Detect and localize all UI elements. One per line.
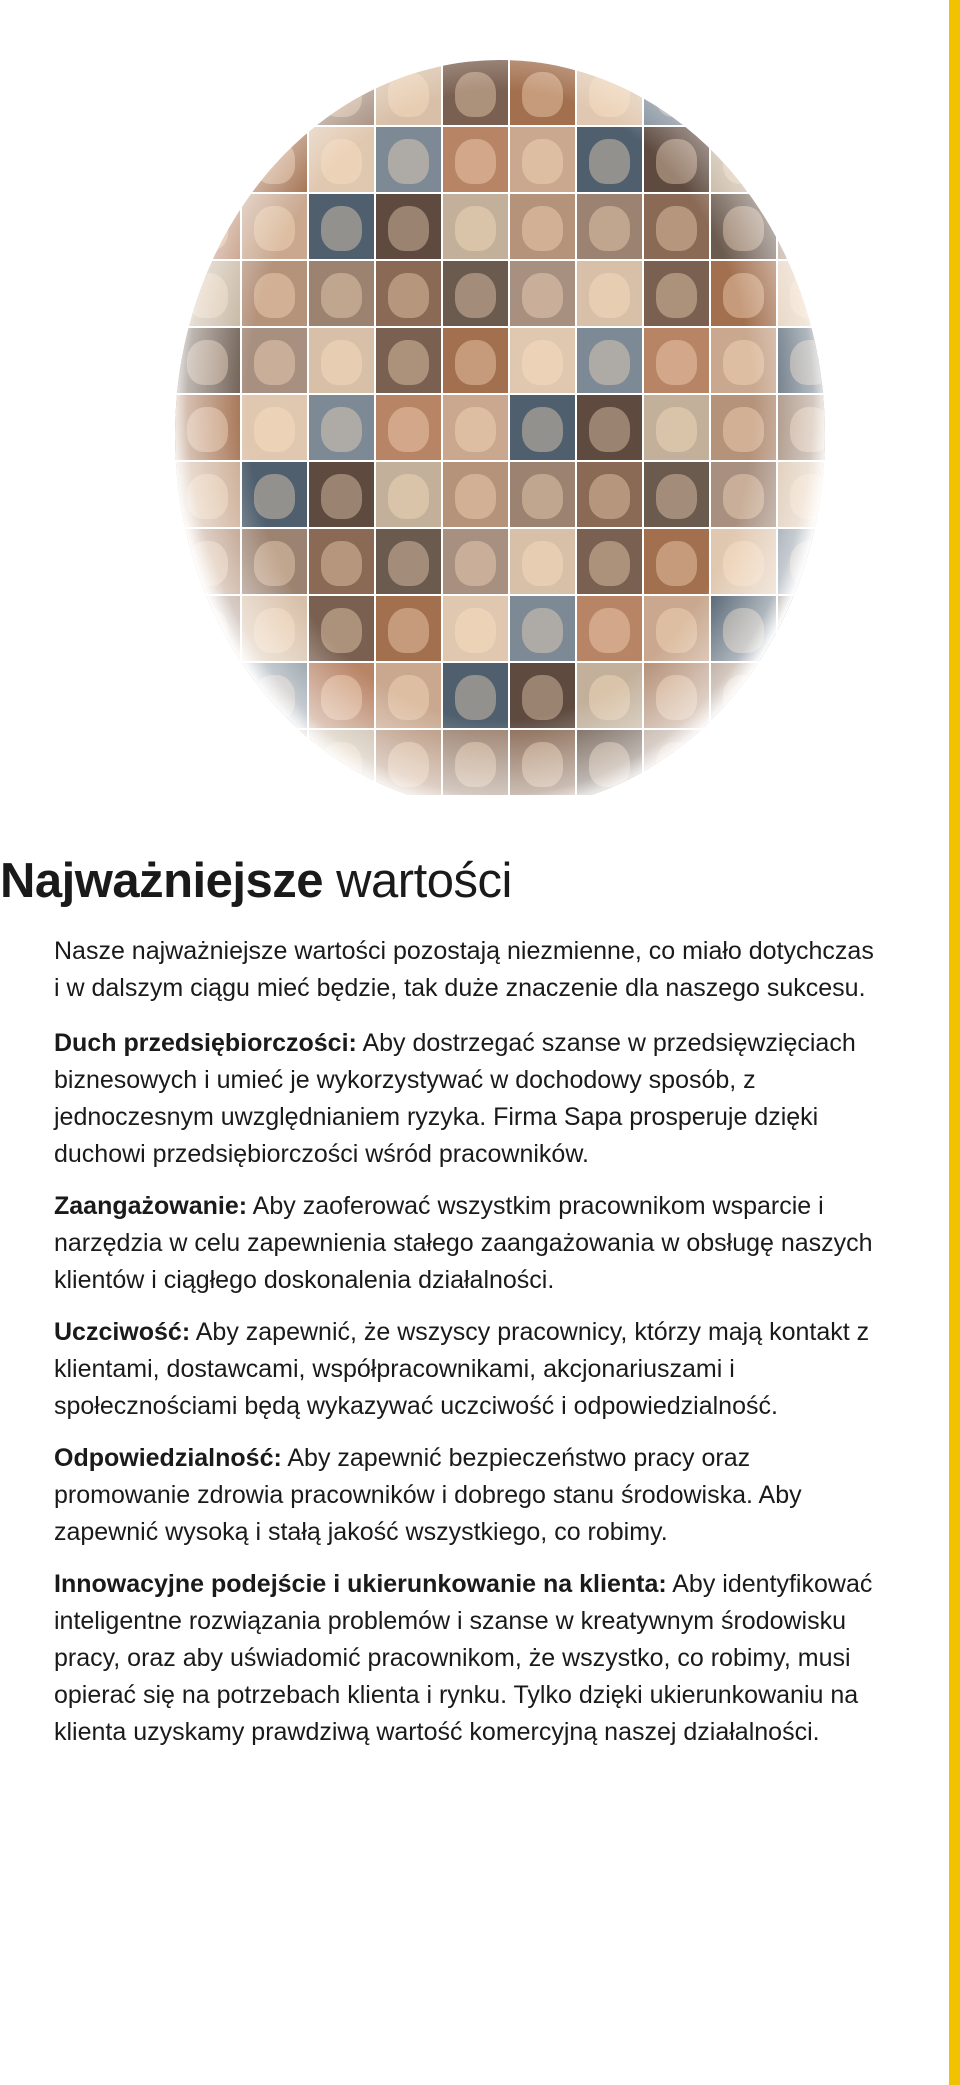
portrait-photo [443,194,508,259]
value-text: Aby zapewnić bezpieczeństwo pracy oraz promowanie zdrowia pracowników i dobrego stanu środowiska. Aby zapewnić wysoką i stałą jakość wszystkiego, co robimy. [54,1444,802,1546]
portrait-photo [376,596,441,661]
value-paragraph-integrity [54,1314,874,1425]
portrait-photo [711,127,776,192]
value-text: Aby identyfikować inteligentne rozwiązania problemów i szanse w kreatywnym środowisku pracy, oraz aby uświadomić pracownikom, że wszystko, co robimy, musi opierać się na potrzebach klienta i rynku. Tylko dzięki ukierunkowaniu na klienta uzyskamy prawdziwą wartość komercyjną naszej działalności. [54,1570,873,1746]
portrait-photo [711,730,776,795]
portrait-photo [577,596,642,661]
portrait-photo [443,596,508,661]
portrait-photo [577,730,642,795]
portrait-photo [778,261,825,326]
portrait-photo [711,596,776,661]
portrait-photo [309,529,374,594]
value-term: Odpowiedzialność: [54,1444,282,1472]
portrait-photo [443,127,508,192]
portrait-photo [510,395,575,460]
portrait-photo [778,730,825,795]
portrait-photo [242,194,307,259]
portrait-photo [711,261,776,326]
value-paragraph-responsibility [54,1440,874,1551]
portrait-photo [443,730,508,795]
portrait-photo [242,730,307,795]
portrait-photo [577,194,642,259]
portrait-photo [510,596,575,661]
portrait-photo [175,663,240,728]
portrait-photo [510,529,575,594]
value-paragraph-innovation [54,1566,874,1751]
portrait-photo [175,529,240,594]
photo-grid [175,60,825,810]
accent-bar [949,0,960,2085]
portrait-photo [376,730,441,795]
portrait-photo [309,127,374,192]
portrait-photo [309,596,374,661]
portrait-photo [577,127,642,192]
page-title [0,852,512,910]
portrait-photo [309,730,374,795]
portrait-photo [309,194,374,259]
portrait-photo [175,127,240,192]
portrait-photo [309,328,374,393]
portrait-photo [175,730,240,795]
portrait-photo [242,60,307,125]
portrait-photo [577,663,642,728]
portrait-photo [443,462,508,527]
portrait-photo [644,596,709,661]
portrait-photo [778,596,825,661]
portrait-photo [644,529,709,594]
portrait-photo [175,261,240,326]
portrait-photo [644,328,709,393]
portrait-photo [510,328,575,393]
portrait-photo [175,328,240,393]
portrait-photo [242,529,307,594]
portrait-photo [711,529,776,594]
portrait-photo [711,60,776,125]
portrait-photo [510,261,575,326]
portrait-photo [175,194,240,259]
portrait-photo [711,194,776,259]
portrait-photo [644,395,709,460]
portrait-photo [644,261,709,326]
portrait-photo [778,328,825,393]
portrait-photo [175,60,240,125]
portrait-photo [376,60,441,125]
portrait-photo [309,462,374,527]
portrait-photo [242,328,307,393]
portrait-photo [443,395,508,460]
portrait-photo [644,60,709,125]
value-term: Innowacyjne podejście i ukierunkowanie na klienta: [54,1570,667,1598]
portrait-photo [711,328,776,393]
portrait-photo [711,663,776,728]
portrait-photo [711,395,776,460]
portrait-photo [778,60,825,125]
value-text: Aby zaoferować wszystkim pracownikom wsparcie i narzędzia w celu zapewnienia stałego zaangażowania w obsługę naszych klientów i ciągłego doskonalenia działalności. [54,1192,873,1294]
portrait-photo [376,194,441,259]
portrait-photo [778,529,825,594]
value-paragraph-entrepreneurship [54,1025,874,1173]
portrait-photo [376,328,441,393]
value-term: Duch przedsiębiorczości: [54,1029,357,1057]
intro-paragraph: Nasze najważniejsze wartości pozostają niezmienne, co miało dotychczas i w dalszym ciągu mieć będzie, tak duże znaczenie dla naszego sukcesu. [54,937,874,1002]
portrait-photo [242,127,307,192]
portrait-photo [644,730,709,795]
portrait-photo [242,395,307,460]
portrait-photo [644,194,709,259]
portrait-photo [510,462,575,527]
portrait-photo [242,261,307,326]
portrait-photo [711,462,776,527]
portrait-photo [577,395,642,460]
portrait-photo [309,395,374,460]
portrait-photo [443,328,508,393]
portrait-photo [376,395,441,460]
portrait-photo [309,261,374,326]
value-paragraph-commitment [54,1188,874,1299]
portrait-photo [644,663,709,728]
portrait-photo [778,462,825,527]
portrait-photo [175,395,240,460]
portrait-photo [175,596,240,661]
portrait-photo [376,663,441,728]
portrait-photo [443,60,508,125]
portrait-photo [577,529,642,594]
value-text: Aby dostrzegać szanse w przedsięwzięciach biznesowych i umieć je wykorzystywać w dochodowy sposób, z jednoczesnym uwzględnianiem ryzyka. Firma Sapa prosperuje dzięki duchowi przedsiębiorczości wśród pracowników. [54,1029,856,1168]
portrait-photo [510,194,575,259]
portrait-photo [510,60,575,125]
value-term: Uczciwość: [54,1318,191,1346]
portrait-photo [510,663,575,728]
portrait-photo [376,529,441,594]
portrait-photo [577,328,642,393]
portrait-photo [577,462,642,527]
portrait-photo [778,663,825,728]
portrait-photo [309,60,374,125]
portrait-photo [510,730,575,795]
portrait-photo [175,462,240,527]
portrait-photo [778,127,825,192]
portrait-photo [510,127,575,192]
portrait-photo [242,596,307,661]
portrait-photo [376,127,441,192]
value-text: Aby zapewnić, że wszyscy pracownicy, którzy mają kontakt z klientami, dostawcami, współpracownikami, akcjonariuszami i społecznościami będą wykazywać uczciwość i odpowiedzialność. [54,1318,870,1420]
portrait-photo [577,60,642,125]
values-text [54,933,874,1766]
portrait-photo [577,261,642,326]
portrait-photo [242,663,307,728]
page-title-regular: wartości [336,854,512,908]
portrait-photo [778,194,825,259]
portrait-photo [242,462,307,527]
portrait-photo [376,261,441,326]
portrait-photo [644,127,709,192]
portrait-photo [644,462,709,527]
employee-photo-mosaic [175,60,825,810]
portrait-photo [778,395,825,460]
value-term: Zaangażowanie: [54,1192,248,1220]
portrait-photo [376,462,441,527]
page-title-bold: Najważniejsze [0,854,324,908]
portrait-photo [443,529,508,594]
portrait-photo [443,663,508,728]
portrait-photo [443,261,508,326]
portrait-photo [309,663,374,728]
